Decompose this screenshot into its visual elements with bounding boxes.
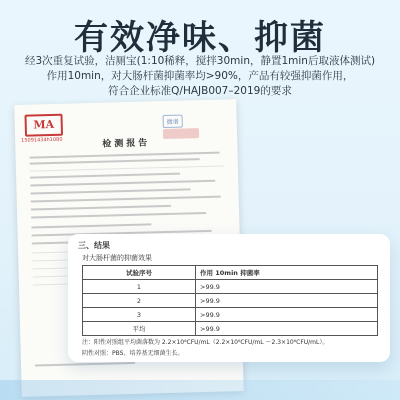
description-line: 作用10min，对大肠杆菌抑菌率均>90%，产品有较强抑菌作用， <box>46 70 354 82</box>
report-text-line <box>30 180 215 187</box>
results-table <box>82 265 378 336</box>
report-rule <box>30 165 224 171</box>
report-text-line <box>31 212 206 219</box>
product-description <box>0 54 400 99</box>
report-text-line <box>35 362 135 367</box>
trial-rate: >99.9 <box>196 322 378 336</box>
lab-seal: 微谱 <box>163 115 183 129</box>
report-text-line <box>31 188 191 194</box>
description-line: 符合企业标准Q/HAJB007–2019的要求 <box>108 85 292 97</box>
trial-id: 1 <box>83 280 196 294</box>
report-text-line <box>31 223 151 228</box>
report-text-line <box>31 205 171 211</box>
cma-logo: MA <box>24 114 63 137</box>
header-rate: 作用 10min 抑菌率 <box>196 266 378 280</box>
report-text-line <box>30 173 180 179</box>
headline: 有效净味、抑菌 <box>74 18 326 58</box>
table-row <box>83 294 378 308</box>
table-header-row <box>83 266 378 280</box>
report-text-line <box>30 158 200 164</box>
table-row <box>83 280 378 294</box>
trial-id: 平均 <box>83 322 196 336</box>
trial-rate: >99.9 <box>196 294 378 308</box>
table-row <box>83 308 378 322</box>
description-line: 经3次重复试验，洁厕宝(1:10稀释，搅拌30min，静置1min后取液体测试) <box>24 55 376 67</box>
trial-rate: >99.9 <box>196 280 378 294</box>
results-subtitle: 对大肠杆菌的抑菌效果 <box>82 254 152 262</box>
results-card <box>68 234 390 362</box>
bottom-band <box>0 380 400 400</box>
trial-rate: >99.9 <box>196 308 378 322</box>
negative-control-note: 阴性对照：PBS、培养基无细菌生长。 <box>82 350 184 357</box>
header-trial-no: 试验序号 <box>83 266 196 280</box>
trial-id: 2 <box>83 294 196 308</box>
trial-id: 3 <box>83 308 196 322</box>
table-row <box>83 322 378 336</box>
cma-number: 15091434h1080 <box>21 136 63 144</box>
report-title: 检测报告 <box>102 138 151 150</box>
report-text-line <box>31 196 221 203</box>
results-section-title: 三、结果 <box>78 241 110 250</box>
positive-control-note: 注：阳性对照组平均菌落数为 2.2×10⁶CFU/mL（2.2×10⁶CFU/mL ～2.3×10⁶CFU/mL）。 <box>82 339 329 346</box>
